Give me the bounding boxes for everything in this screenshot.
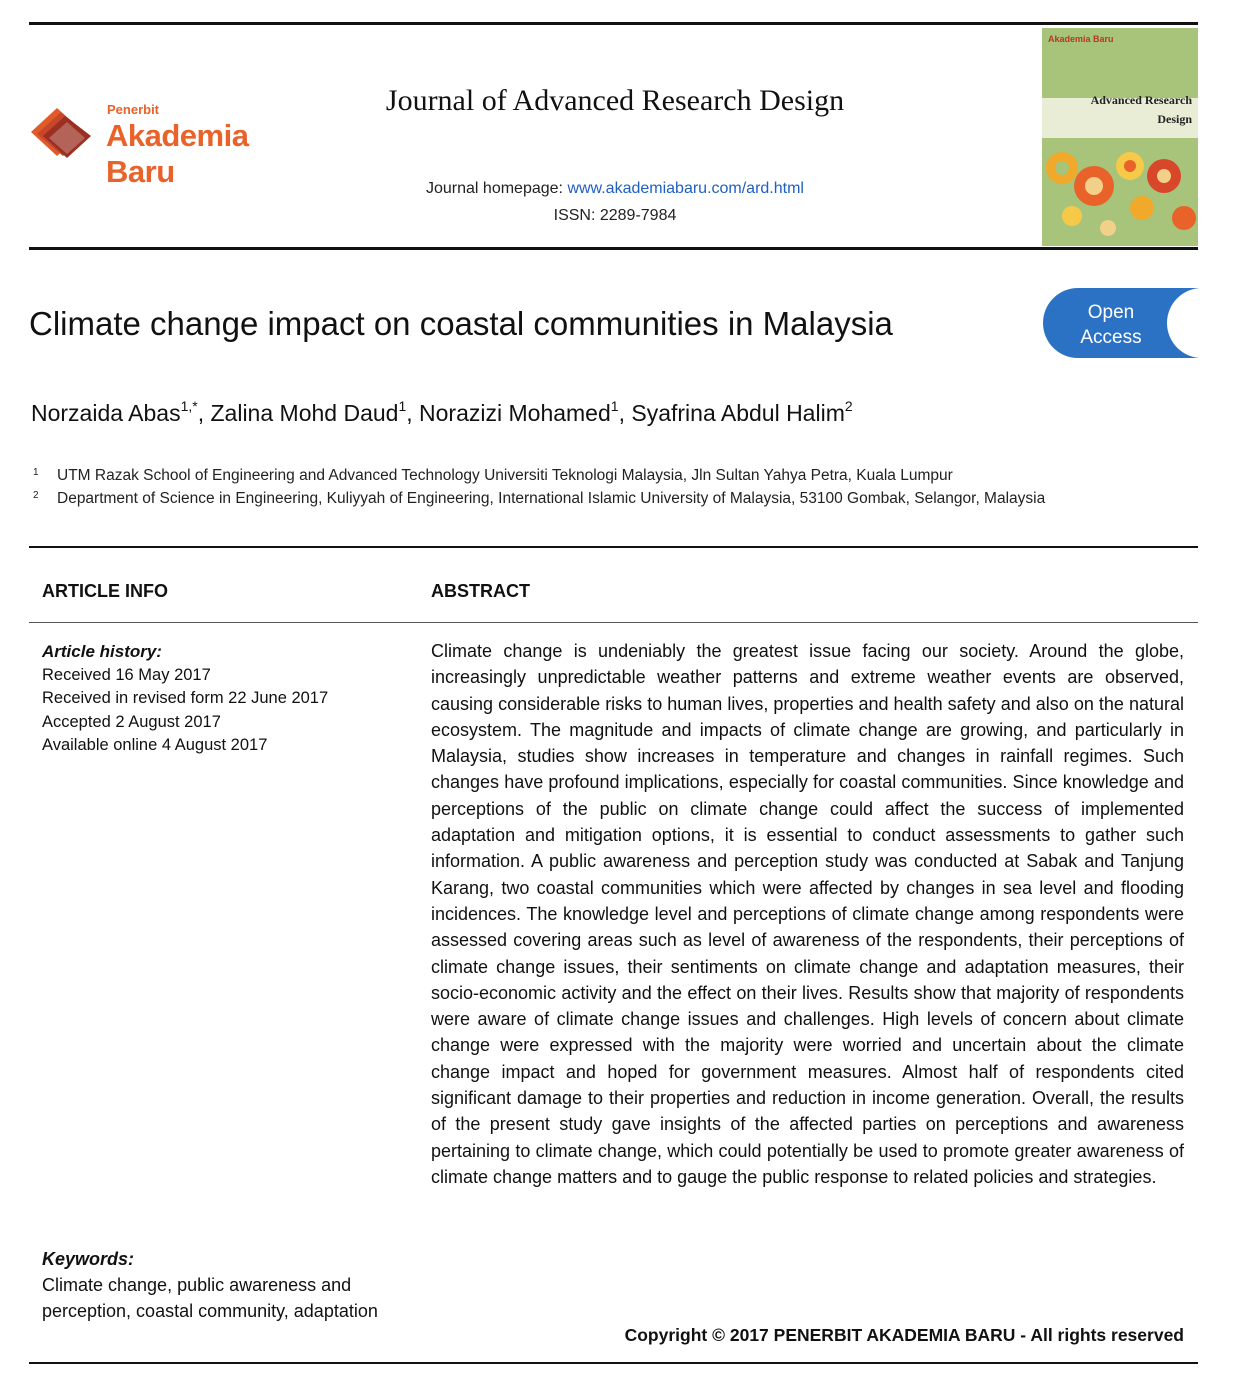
affiliation-text: UTM Razak School of Engineering and Advanced Technology Universiti Teknologi Malaysia, Jln Sultan Yahya Petra, Kuala Lumpur	[57, 467, 953, 484]
journal-cover-image	[1042, 28, 1198, 246]
article-info-heading: ARTICLE INFO	[42, 581, 168, 601]
author-affiliation-marker: 1,*	[180, 398, 198, 414]
article-title: Climate change impact on coastal communities in Malaysia	[29, 305, 893, 342]
author-name: Zalina Mohd Daud	[210, 400, 399, 426]
affiliation-number: 1	[33, 467, 39, 478]
section-rule	[29, 546, 1198, 548]
homepage-link[interactable]: www.akademiabaru.com/ard.html	[567, 180, 804, 197]
journal-homepage	[330, 180, 900, 198]
article-history	[42, 640, 328, 758]
keywords-block	[42, 1246, 402, 1324]
history-item: Received in revised form 22 June 2017	[42, 689, 329, 707]
cover-title-line2: Design	[1157, 112, 1192, 126]
copyright-notice: Copyright © 2017 PENERBIT AKADEMIA BARU - All rights reserved	[624, 1325, 1184, 1345]
affiliation	[33, 490, 1045, 508]
abstract-heading: ABSTRACT	[431, 581, 530, 601]
abstract-text: Climate change is undeniably the greatest issue facing our society. Around the globe, increasingly unpredictable weather patterns and extreme weather events are observed, causing considerable risks to human lives, properties and health safety and also on the natural ecosystem. The magnitude and impacts of climate change are growing, and particularly in Malaysia, studies show increases in temperature and changes in rainfall regimes. Such changes have profound implications, especially for coastal communities. Since knowledge and perceptions of the public on climate change could affect the success of implemented adaptation and mitigation options, it is essential to conduct assessments to gather such information. A public awareness and perception study was conducted at Sabak and Tanjung Karang, two coastal communities which were affected by changes in sea level and flooding incidences. The knowledge level and perceptions of climate change among respondents were assessed covering areas such as level of awareness of the respondents, their perceptions of climate change issues, their sentiments on climate change and adaptation measures, their socio-economic activity and the effect on their lives. Results show that majority of respondents were aware of climate change issues and challenges. High levels of concern about climate change were expressed with the majority were worried and uncertain about the climate change impact and hoped for government measures. Almost half of respondents cited significant damage to their properties and reduction in income generation. Overall, the results of the present study gave insights of the affected parties on perceptions and awareness pertaining to climate change, which could potentially be used to promote greater awareness of climate change matters and to gauge the public response to related policies and strategies.	[431, 641, 1184, 1187]
open-access-line2: Access	[1080, 327, 1142, 348]
history-label: Article history:	[42, 642, 162, 661]
publisher-logo	[27, 96, 317, 189]
bottom-rule	[29, 1362, 1198, 1364]
author-name: Norzaida Abas	[31, 400, 181, 426]
affiliation	[33, 467, 953, 485]
open-access-line1: Open	[1087, 302, 1135, 323]
author-name: Norazizi Mohamed	[419, 400, 611, 426]
masthead-rule	[29, 247, 1198, 250]
cover-title-line1: Advanced Research	[1090, 93, 1192, 107]
journal-issn: ISSN: 2289-7984	[553, 207, 677, 224]
homepage-label: Journal homepage:	[426, 180, 568, 197]
keywords-label: Keywords:	[42, 1249, 135, 1269]
publisher-name: Akademia Baru	[106, 118, 249, 189]
cover-logo: Akademia Baru	[1048, 34, 1114, 44]
top-rule	[29, 22, 1198, 25]
history-item: Accepted 2 August 2017	[42, 712, 221, 731]
author-affiliation-marker: 2	[844, 398, 853, 414]
open-access-badge	[1043, 288, 1199, 358]
history-item: Available online 4 August 2017	[42, 736, 268, 754]
gears-art-icon	[1042, 138, 1198, 246]
book-logo-icon	[27, 104, 99, 164]
history-item: Received 16 May 2017	[42, 665, 211, 684]
cover-title	[1062, 91, 1192, 129]
open-access-label	[1069, 300, 1153, 350]
author-affiliation-marker: 1	[398, 398, 407, 414]
keywords-text: Climate change, public awareness and perception, coastal community, adaptation	[42, 1275, 378, 1321]
journal-title: Journal of Advanced Research Design	[385, 84, 845, 117]
author-name: Syafrina Abdul Halim	[631, 400, 845, 426]
affiliation-text: Department of Science in Engineering, Kuliyyah of Engineering, International Islamic University of Malaysia, 53100 Gombak, Selangor, Malaysia	[57, 490, 1046, 507]
author-list: Norzaida Abas$^{1,*}$, Zalina Mohd Daud$^1$, Norazizi Mohamed$^1$, Syafrina Abdul Halim$^2$	[31, 398, 853, 426]
publisher-small-label: Penerbit	[107, 102, 160, 117]
heading-rule	[29, 622, 1198, 623]
author-affiliation-marker: 1	[610, 398, 619, 414]
affiliation-number: 2	[33, 490, 39, 501]
